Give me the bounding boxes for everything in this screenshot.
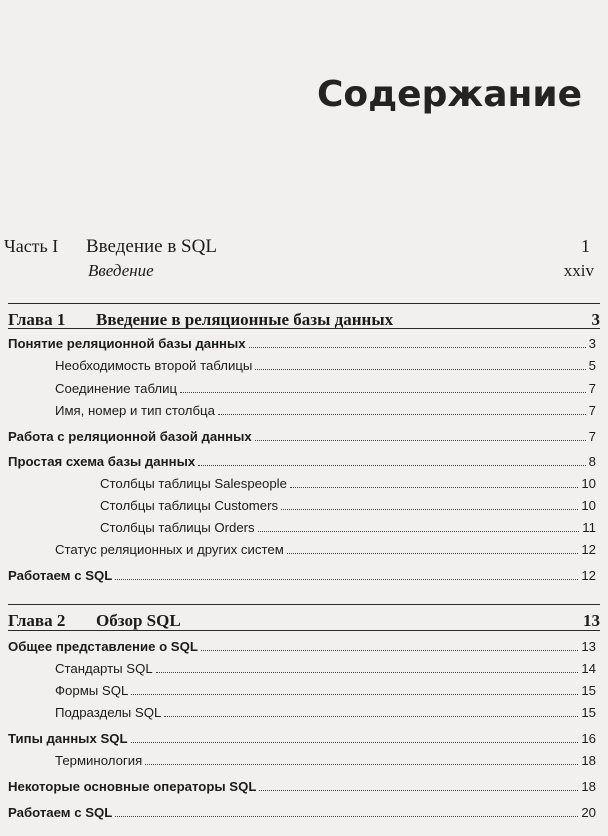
toc-entry[interactable] <box>55 753 596 769</box>
toc-entry[interactable] <box>100 520 596 536</box>
part-page: 1 <box>581 236 590 256</box>
toc-entry-page: 18 <box>581 779 596 794</box>
toc-intro-entry[interactable] <box>88 261 594 281</box>
toc-entry-text: Общее представление о SQL <box>8 639 198 654</box>
toc-entry[interactable] <box>55 381 596 397</box>
chapter-number: Глава 2 <box>8 611 66 630</box>
toc-entry-page: 5 <box>588 358 596 373</box>
leader-dots <box>290 486 578 488</box>
leader-dots <box>131 693 578 695</box>
toc-entry-page: 16 <box>581 731 596 746</box>
toc-part-entry[interactable] <box>4 236 590 258</box>
toc-entry-page: 13 <box>581 639 596 654</box>
toc-entry[interactable] <box>8 568 596 584</box>
toc-entry-page: 15 <box>581 705 596 720</box>
toc-entry-text: Терминология <box>55 753 143 768</box>
leader-dots <box>145 763 578 765</box>
toc-entry-page: 12 <box>581 542 596 557</box>
leader-dots <box>198 464 585 466</box>
toc-entry[interactable] <box>55 705 596 721</box>
leader-dots <box>287 552 579 554</box>
leader-dots <box>255 368 585 370</box>
toc-entry-page: 10 <box>581 476 596 491</box>
chapter-title: Введение в реляционные базы данных <box>96 310 394 329</box>
chapter-2-rule <box>8 630 600 631</box>
leader-dots <box>115 578 578 580</box>
toc-entry-text: Столбцы таблицы Orders <box>100 520 255 535</box>
toc-entry-text: Понятие реляционной базы данных <box>8 336 246 351</box>
toc-entry[interactable] <box>55 403 596 419</box>
part-number: Часть I <box>4 236 59 256</box>
toc-entry-text: Работаем с SQL <box>8 805 113 820</box>
toc-entry-page: 8 <box>588 454 596 469</box>
toc-entry[interactable] <box>55 542 596 558</box>
toc-entry-page: 7 <box>588 381 596 396</box>
toc-entry[interactable] <box>8 454 596 470</box>
toc-entry[interactable] <box>8 731 596 747</box>
toc-entry-text: Подразделы SQL <box>55 705 162 720</box>
toc-entry-text: Столбцы таблицы Salespeople <box>100 476 287 491</box>
toc-entry-text: Статус реляционных и других систем <box>55 542 284 557</box>
chapter-number: Глава 1 <box>8 310 66 329</box>
toc-entry-page: 7 <box>588 403 596 418</box>
toc-entry-page: 7 <box>588 429 596 444</box>
leader-dots <box>249 346 586 348</box>
toc-entry-page: 15 <box>581 683 596 698</box>
toc-entry-page: 3 <box>588 336 596 351</box>
toc-entry[interactable] <box>55 358 596 374</box>
toc-entry-page: 12 <box>581 568 596 583</box>
toc-chapter-1[interactable] <box>8 303 600 330</box>
toc-entry-page: 10 <box>581 498 596 513</box>
toc-entry-text: Простая схема базы данных <box>8 454 196 469</box>
leader-dots <box>281 508 578 510</box>
leader-dots <box>259 789 578 791</box>
leader-dots <box>180 391 586 393</box>
toc-entry-text: Работа с реляционной базой данных <box>8 429 252 444</box>
toc-entry-page: 18 <box>581 753 596 768</box>
toc-entry-text: Необходимость второй таблицы <box>55 358 253 373</box>
toc-entry-text: Работаем с SQL <box>8 568 113 583</box>
toc-entry[interactable] <box>8 639 596 655</box>
toc-entry[interactable] <box>8 805 596 821</box>
toc-entry-page: 14 <box>581 661 596 676</box>
chapter-page: 3 <box>591 310 600 329</box>
toc-entry-text: Некоторые основные операторы SQL <box>8 779 257 794</box>
chapter-title: Обзор SQL <box>96 611 181 630</box>
chapter-page: 13 <box>583 611 600 630</box>
toc-entry[interactable] <box>8 779 596 795</box>
toc-entry[interactable] <box>55 683 596 699</box>
toc-entry-text: Столбцы таблицы Customers <box>100 498 279 513</box>
intro-label: Введение <box>88 261 154 280</box>
leader-dots <box>258 530 580 532</box>
leader-dots <box>115 815 578 817</box>
part-title: Введение в SQL <box>86 236 217 257</box>
toc-entry[interactable] <box>100 498 596 514</box>
chapter-1-rule <box>8 328 600 329</box>
leader-dots <box>131 741 579 743</box>
toc-entry[interactable] <box>55 661 596 677</box>
toc-entry-text: Формы SQL <box>55 683 129 698</box>
toc-entry-text: Типы данных SQL <box>8 731 128 746</box>
toc-chapter-2[interactable] <box>8 604 600 631</box>
toc-entry[interactable] <box>8 429 596 445</box>
leader-dots <box>218 413 586 415</box>
toc-entry[interactable] <box>8 336 596 352</box>
toc-entry-text: Имя, номер и тип столбца <box>55 403 215 418</box>
leader-dots <box>156 671 579 673</box>
toc-entry[interactable] <box>100 476 596 492</box>
leader-dots <box>255 439 586 441</box>
leader-dots <box>164 715 578 717</box>
page-title: Содержание <box>316 74 582 115</box>
leader-dots <box>201 649 578 651</box>
intro-page: xxiv <box>563 261 594 280</box>
toc-entry-page: 11 <box>582 520 596 535</box>
toc-entry-page: 20 <box>581 805 596 820</box>
toc-entry-text: Соединение таблиц <box>55 381 178 396</box>
toc-entry-text: Стандарты SQL <box>55 661 153 676</box>
